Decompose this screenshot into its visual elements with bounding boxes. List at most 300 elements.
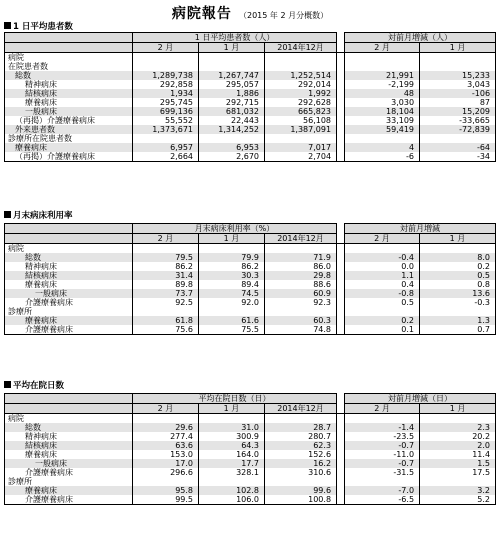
column-header: 2 月 xyxy=(345,43,420,53)
row-label: 病院 xyxy=(5,53,133,63)
table-cell: 3,030 xyxy=(345,98,420,107)
table-cell: 17.0 xyxy=(133,459,199,468)
column-gap xyxy=(337,423,345,432)
column-gap xyxy=(337,271,345,280)
table-cell: 2.3 xyxy=(420,423,496,432)
row-label: 一般病床 xyxy=(5,107,133,116)
group-header-change: 対前月増減 xyxy=(345,224,496,234)
table-row xyxy=(5,107,496,116)
table-cell: 1,373,671 xyxy=(133,125,199,134)
table-cell xyxy=(199,414,265,424)
table-cell: 17.7 xyxy=(199,459,265,468)
row-label: 介護療養病床 xyxy=(5,495,133,505)
table-cell xyxy=(345,307,420,316)
table-cell: 99.6 xyxy=(265,486,337,495)
table-row xyxy=(5,423,496,432)
table-cell: 292,715 xyxy=(199,98,265,107)
column-gap xyxy=(337,224,345,234)
table-cell: 86.2 xyxy=(133,262,199,271)
header-blank xyxy=(5,33,133,43)
table-cell: 102.8 xyxy=(199,486,265,495)
table-cell: 0.0 xyxy=(345,262,420,271)
table-cell xyxy=(345,244,420,254)
section-heading-bed-utilization xyxy=(4,211,73,221)
table-cell: 29.8 xyxy=(265,271,337,280)
table-cell: 292,014 xyxy=(265,80,337,89)
table-row xyxy=(5,432,496,441)
table-cell xyxy=(265,53,337,63)
table-cell xyxy=(265,134,337,143)
table-cell xyxy=(133,62,199,71)
table-cell: 92.5 xyxy=(133,298,199,307)
table-cell: 5.2 xyxy=(420,495,496,505)
table-cell: 92.0 xyxy=(199,298,265,307)
column-gap xyxy=(337,432,345,441)
row-label: 診療所 xyxy=(5,477,133,486)
table-cell: 60.9 xyxy=(265,289,337,298)
table-cell xyxy=(133,307,199,316)
table-cell xyxy=(345,53,420,63)
section-heading-daily-patients xyxy=(4,22,73,32)
table-cell: 1,314,252 xyxy=(199,125,265,134)
row-label: 精神病床 xyxy=(5,432,133,441)
title-main: 病院報告 xyxy=(171,6,232,22)
column-gap xyxy=(337,459,345,468)
column-gap xyxy=(337,89,345,98)
table-cell: 87 xyxy=(420,98,496,107)
bed-utilization-table xyxy=(4,223,496,335)
table-cell: 1.1 xyxy=(345,271,420,280)
table-cell xyxy=(265,307,337,316)
row-label: 診療所 xyxy=(5,307,133,316)
table-row xyxy=(5,289,496,298)
table-cell: 33,109 xyxy=(345,116,420,125)
table-cell: -64 xyxy=(420,143,496,152)
table-cell: 89.8 xyxy=(133,280,199,289)
table-cell: 64.3 xyxy=(199,441,265,450)
table-cell: 1.5 xyxy=(420,459,496,468)
title-subtitle: （2015 年 2 月分概数） xyxy=(239,11,329,20)
row-label: 結核病床 xyxy=(5,441,133,450)
row-label: 結核病床 xyxy=(5,89,133,98)
group-header-values: 平均在院日数（日） xyxy=(133,394,337,404)
table-cell: 29.6 xyxy=(133,423,199,432)
table-cell: 21,991 xyxy=(345,71,420,80)
section-heading-text: 平均在院日数 xyxy=(13,381,65,391)
table-row xyxy=(5,62,496,71)
table-row xyxy=(5,486,496,495)
table-cell: 86.0 xyxy=(265,262,337,271)
table-cell: -23.5 xyxy=(345,432,420,441)
table-cell: 13.6 xyxy=(420,289,496,298)
table-row xyxy=(5,280,496,289)
table-cell xyxy=(133,477,199,486)
table-cell: 88.6 xyxy=(265,280,337,289)
table-cell: 61.8 xyxy=(133,316,199,325)
table-cell: 699,136 xyxy=(133,107,199,116)
row-label: 病院 xyxy=(5,244,133,254)
column-gap xyxy=(337,53,345,63)
table-cell: -106 xyxy=(420,89,496,98)
table-row xyxy=(5,441,496,450)
table-cell: 92.3 xyxy=(265,298,337,307)
row-label: 療養病床 xyxy=(5,316,133,325)
table-row xyxy=(5,298,496,307)
column-gap xyxy=(337,98,345,107)
column-gap xyxy=(337,441,345,450)
table-row xyxy=(5,244,496,254)
column-gap xyxy=(337,298,345,307)
table-cell xyxy=(420,477,496,486)
row-label: 精神病床 xyxy=(5,262,133,271)
table-cell: 153.0 xyxy=(133,450,199,459)
column-gap xyxy=(337,234,345,244)
table-cell: -1.4 xyxy=(345,423,420,432)
column-header: 2014年12月 xyxy=(265,234,337,244)
table-row xyxy=(5,316,496,325)
column-gap xyxy=(337,43,345,53)
group-header-change: 対前月増減（人） xyxy=(345,33,496,43)
group-header-change: 対前月増減（日） xyxy=(345,394,496,404)
table-cell: -0.7 xyxy=(345,459,420,468)
column-gap xyxy=(337,394,345,404)
column-header: 1 月 xyxy=(199,404,265,414)
column-gap xyxy=(337,486,345,495)
table-cell: 31.0 xyxy=(199,423,265,432)
square-bullet-icon xyxy=(4,381,11,388)
table-cell xyxy=(420,307,496,316)
table-cell: 3.2 xyxy=(420,486,496,495)
table-cell: -6 xyxy=(345,152,420,162)
table-cell: 0.5 xyxy=(420,271,496,280)
column-gap xyxy=(337,253,345,262)
column-header: 1 月 xyxy=(420,43,496,53)
column-gap xyxy=(337,325,345,335)
table-cell xyxy=(265,477,337,486)
table-row xyxy=(5,53,496,63)
row-label: （再掲）介護療養病床 xyxy=(5,152,133,162)
section-heading-text: 月末病床利用率 xyxy=(13,211,73,221)
row-label: 一般病床 xyxy=(5,289,133,298)
table-cell: 63.6 xyxy=(133,441,199,450)
table-cell xyxy=(345,134,420,143)
column-header: 2014年12月 xyxy=(265,43,337,53)
header-blank xyxy=(5,43,133,53)
square-bullet-icon xyxy=(4,22,11,29)
table-cell: 310.6 xyxy=(265,468,337,477)
column-header: 2 月 xyxy=(345,234,420,244)
table-cell: 292,858 xyxy=(133,80,199,89)
table-cell: 17.5 xyxy=(420,468,496,477)
table-cell xyxy=(420,53,496,63)
table-cell: 152.6 xyxy=(265,450,337,459)
table-cell: -7.0 xyxy=(345,486,420,495)
table-cell: -0.8 xyxy=(345,289,420,298)
row-label: 介護療養病床 xyxy=(5,298,133,307)
table-row xyxy=(5,143,496,152)
table-row xyxy=(5,307,496,316)
table-cell: 74.8 xyxy=(265,325,337,335)
table-cell xyxy=(199,307,265,316)
table-cell: 7,017 xyxy=(265,143,337,152)
table-cell: 11.4 xyxy=(420,450,496,459)
table-cell xyxy=(345,62,420,71)
header-blank xyxy=(5,224,133,234)
column-gap xyxy=(337,152,345,162)
table-row xyxy=(5,450,496,459)
table-cell xyxy=(345,414,420,424)
column-gap xyxy=(337,244,345,254)
table-cell: 75.6 xyxy=(133,325,199,335)
table-cell: 99.5 xyxy=(133,495,199,505)
row-label: 一般病床 xyxy=(5,459,133,468)
table-row xyxy=(5,98,496,107)
table-row xyxy=(5,152,496,162)
column-gap xyxy=(337,450,345,459)
table-cell: 74.5 xyxy=(199,289,265,298)
table-cell: 55,552 xyxy=(133,116,199,125)
column-header: 1 月 xyxy=(420,404,496,414)
table-cell xyxy=(199,477,265,486)
column-gap xyxy=(337,125,345,134)
column-gap xyxy=(337,71,345,80)
table-cell: 295,745 xyxy=(133,98,199,107)
table-cell: 0.2 xyxy=(420,262,496,271)
table-cell: 292,628 xyxy=(265,98,337,107)
column-header: 2 月 xyxy=(133,404,199,414)
table-cell: 79.5 xyxy=(133,253,199,262)
group-header-values: 月末病床利用率（%） xyxy=(133,224,337,234)
table-cell: 681,032 xyxy=(199,107,265,116)
table-cell: 79.9 xyxy=(199,253,265,262)
table-cell: 1,934 xyxy=(133,89,199,98)
row-label: 精神病床 xyxy=(5,80,133,89)
table-cell xyxy=(420,414,496,424)
column-header: 1 月 xyxy=(199,43,265,53)
table-cell: 3,043 xyxy=(420,80,496,89)
table-cell: 15,233 xyxy=(420,71,496,80)
column-gap xyxy=(337,62,345,71)
table-cell: 0.7 xyxy=(420,325,496,335)
row-label: 療養病床 xyxy=(5,450,133,459)
table-cell: -11.0 xyxy=(345,450,420,459)
table-cell: -0.3 xyxy=(420,298,496,307)
table-cell: 71.9 xyxy=(265,253,337,262)
header-blank xyxy=(5,404,133,414)
table-cell: 300.9 xyxy=(199,432,265,441)
table-cell: 30.3 xyxy=(199,271,265,280)
table-cell: 31.4 xyxy=(133,271,199,280)
table-cell: 4 xyxy=(345,143,420,152)
table-cell: 665,823 xyxy=(265,107,337,116)
table-row xyxy=(5,414,496,424)
row-label: 総数 xyxy=(5,423,133,432)
table-cell xyxy=(133,414,199,424)
table-cell: 106.0 xyxy=(199,495,265,505)
header-blank xyxy=(5,394,133,404)
column-gap xyxy=(337,280,345,289)
table-cell xyxy=(133,134,199,143)
table-row xyxy=(5,477,496,486)
table-cell: 62.3 xyxy=(265,441,337,450)
table-cell: 100.8 xyxy=(265,495,337,505)
table-cell xyxy=(345,477,420,486)
table-cell: 75.5 xyxy=(199,325,265,335)
column-gap xyxy=(337,307,345,316)
table-cell: 61.6 xyxy=(199,316,265,325)
table-cell: 277.4 xyxy=(133,432,199,441)
table-cell: 28.7 xyxy=(265,423,337,432)
row-label: 療養病床 xyxy=(5,143,133,152)
row-label: 外来患者数 xyxy=(5,125,133,134)
daily-patients-table xyxy=(4,32,496,162)
table-cell: 48 xyxy=(345,89,420,98)
table-row xyxy=(5,134,496,143)
table-cell: -2,199 xyxy=(345,80,420,89)
table-cell: 59,419 xyxy=(345,125,420,134)
table-cell: 16.2 xyxy=(265,459,337,468)
table-cell: 280.7 xyxy=(265,432,337,441)
table-cell: 2,670 xyxy=(199,152,265,162)
row-label: 在院患者数 xyxy=(5,62,133,71)
column-header: 1 月 xyxy=(420,234,496,244)
row-label: 介護療養病床 xyxy=(5,325,133,335)
table-row xyxy=(5,253,496,262)
column-gap xyxy=(337,107,345,116)
table-cell: -31.5 xyxy=(345,468,420,477)
column-gap xyxy=(337,477,345,486)
table-cell: -34 xyxy=(420,152,496,162)
row-label: 療養病床 xyxy=(5,98,133,107)
table-row xyxy=(5,459,496,468)
table-cell: 2.0 xyxy=(420,441,496,450)
table-row xyxy=(5,325,496,335)
table-row xyxy=(5,89,496,98)
table-row xyxy=(5,262,496,271)
table-cell: 89.4 xyxy=(199,280,265,289)
table-cell: 2,704 xyxy=(265,152,337,162)
table-cell: 20.2 xyxy=(420,432,496,441)
table-row xyxy=(5,125,496,134)
table-row xyxy=(5,71,496,80)
table-cell xyxy=(265,62,337,71)
row-label: 療養病床 xyxy=(5,486,133,495)
row-label: 病院 xyxy=(5,414,133,424)
table-cell: 1,992 xyxy=(265,89,337,98)
column-gap xyxy=(337,404,345,414)
table-cell: 95.8 xyxy=(133,486,199,495)
table-cell xyxy=(199,53,265,63)
table-cell: -0.7 xyxy=(345,441,420,450)
table-cell: 18,104 xyxy=(345,107,420,116)
table-cell: 0.2 xyxy=(345,316,420,325)
table-cell xyxy=(199,62,265,71)
table-cell: 164.0 xyxy=(199,450,265,459)
table-cell: 56,108 xyxy=(265,116,337,125)
table-cell xyxy=(420,244,496,254)
table-cell: 1,252,514 xyxy=(265,71,337,80)
table-cell: -0.4 xyxy=(345,253,420,262)
table-cell: 0.8 xyxy=(420,280,496,289)
table-cell xyxy=(420,134,496,143)
table-cell: 1,289,738 xyxy=(133,71,199,80)
table-cell: 1,267,747 xyxy=(199,71,265,80)
table-cell: 295,057 xyxy=(199,80,265,89)
table-cell: 73.7 xyxy=(133,289,199,298)
section-heading-average-stay xyxy=(4,381,64,391)
table-cell xyxy=(265,414,337,424)
average-stay-table xyxy=(4,393,496,505)
column-header: 2 月 xyxy=(133,234,199,244)
table-cell: 328.1 xyxy=(199,468,265,477)
table-cell: 60.3 xyxy=(265,316,337,325)
table-cell: 2,664 xyxy=(133,152,199,162)
table-cell: 8.0 xyxy=(420,253,496,262)
report-title xyxy=(0,3,500,23)
table-cell: 15,209 xyxy=(420,107,496,116)
table-cell: 296.6 xyxy=(133,468,199,477)
table-cell: 1.3 xyxy=(420,316,496,325)
header-blank xyxy=(5,234,133,244)
column-gap xyxy=(337,33,345,43)
table-cell: 0.4 xyxy=(345,280,420,289)
column-gap xyxy=(337,316,345,325)
column-gap xyxy=(337,80,345,89)
table-cell: 86.2 xyxy=(199,262,265,271)
column-header: 1 月 xyxy=(199,234,265,244)
table-cell: 0.1 xyxy=(345,325,420,335)
row-label: 療養病床 xyxy=(5,280,133,289)
table-row xyxy=(5,271,496,280)
table-row xyxy=(5,116,496,125)
column-gap xyxy=(337,414,345,424)
table-cell: -33,665 xyxy=(420,116,496,125)
table-cell xyxy=(133,244,199,254)
column-gap xyxy=(337,134,345,143)
table-cell: -6.5 xyxy=(345,495,420,505)
table-cell: -72,839 xyxy=(420,125,496,134)
row-label: 結核病床 xyxy=(5,271,133,280)
table-row xyxy=(5,468,496,477)
table-row xyxy=(5,495,496,505)
column-gap xyxy=(337,116,345,125)
column-gap xyxy=(337,143,345,152)
row-label: 総数 xyxy=(5,253,133,262)
table-cell xyxy=(265,244,337,254)
row-label: 介護療養病床 xyxy=(5,468,133,477)
table-cell: 22,443 xyxy=(199,116,265,125)
table-cell: 6,957 xyxy=(133,143,199,152)
group-header-values: 1 日平均患者数（人） xyxy=(133,33,337,43)
column-header: 2 月 xyxy=(345,404,420,414)
column-gap xyxy=(337,262,345,271)
section-heading-text: 1 日平均患者数 xyxy=(13,22,73,32)
column-header: 2 月 xyxy=(133,43,199,53)
table-cell: 0.5 xyxy=(345,298,420,307)
table-row xyxy=(5,80,496,89)
table-cell xyxy=(199,244,265,254)
table-cell: 6,953 xyxy=(199,143,265,152)
column-gap xyxy=(337,495,345,505)
square-bullet-icon xyxy=(4,211,11,218)
table-cell xyxy=(199,134,265,143)
column-gap xyxy=(337,468,345,477)
table-cell xyxy=(133,53,199,63)
table-cell xyxy=(420,62,496,71)
row-label: 総数 xyxy=(5,71,133,80)
table-cell: 1,387,091 xyxy=(265,125,337,134)
row-label: 診療所在院患者数 xyxy=(5,134,133,143)
